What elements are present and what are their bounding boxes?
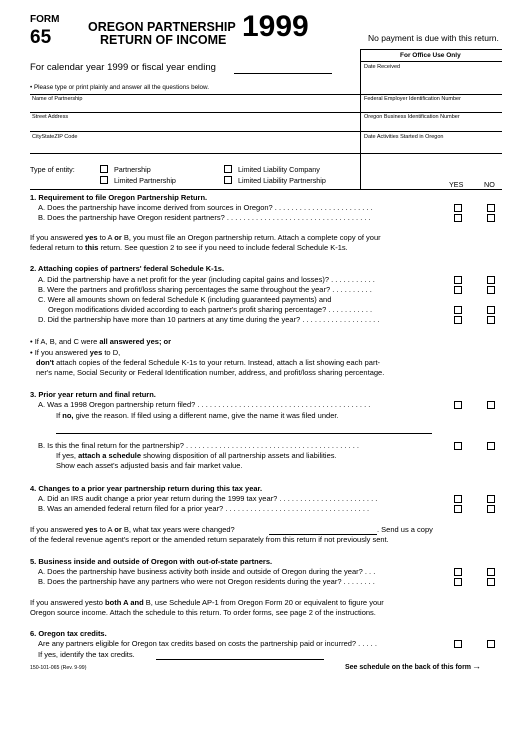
q2b-no-checkbox[interactable] — [487, 286, 495, 294]
form-title-line2: RETURN OF INCOME — [100, 33, 227, 47]
q2b-text: B. Were the partners and profit/loss sharing percentages the same throughout the year? . . . . . . . . . . — [38, 285, 372, 294]
q1-title: 1. Requirement to file Oregon Partnership Return. — [30, 193, 208, 202]
llp-label: Limited Liability Partnership — [238, 176, 326, 185]
q3a-yes-checkbox[interactable] — [454, 401, 462, 409]
q4b-no-checkbox[interactable] — [487, 505, 495, 513]
q5b-no-checkbox[interactable] — [487, 578, 495, 586]
q3b-text: B. Is this the final return for the partnership? . . . . . . . . . . . . . . . . . . . . . . . . . . . . . . . . . . . . . . . . . . — [38, 441, 359, 450]
q2a-text: A. Did the partnership have a net profit for the year (including capital gains and losses)? . . . . . . . . . . . — [38, 275, 375, 284]
q2-bullet2: • If you answered yes to D, — [30, 348, 121, 357]
q1a-text: A. Does the partnership have income derived from sources in Oregon? . . . . . . . . . . . . . . . . . . . . . . . . — [38, 203, 373, 212]
q3b-yes-checkbox[interactable] — [454, 442, 462, 450]
q2c-yes-checkbox[interactable] — [454, 306, 462, 314]
instruction-text: • Please type or print plainly and answer all the questions below. — [30, 84, 209, 91]
fiscal-year-input[interactable] — [234, 73, 332, 74]
llc-checkbox[interactable] — [224, 165, 232, 173]
q2-dont-line2: ner's name, Social Security or Federal Identification number, address, and profit/loss sharing percentage. — [36, 368, 385, 377]
form-year: 1999 — [242, 10, 309, 43]
q4b-text: B. Was an amended federal return filed for a prior year? . . . . . . . . . . . . . . . . . . . . . . . . . . . . . . . . . . . — [38, 504, 370, 513]
q4-title: 4. Changes to a prior year partnership return during this tax year. — [30, 484, 263, 493]
partnership-label: Partnership — [114, 165, 151, 174]
q2c-text-line2: Oregon modifications divided according to each partner's profit sharing percentage? . . . . . . . . . . . — [48, 305, 373, 314]
no-column-header: NO — [484, 180, 495, 189]
no-payment-note: No payment is due with this return. — [368, 33, 499, 43]
arrow-right-icon: → — [472, 661, 482, 671]
q6-credits-input[interactable] — [156, 659, 324, 660]
q4-note-line1-right: . Send us a copy — [377, 525, 433, 534]
form-label: FORM — [30, 14, 60, 25]
q2a-yes-checkbox[interactable] — [454, 276, 462, 284]
date-received-label: Date Received — [364, 64, 401, 70]
q1b-no-checkbox[interactable] — [487, 214, 495, 222]
q1b-yes-checkbox[interactable] — [454, 214, 462, 222]
q4a-no-checkbox[interactable] — [487, 495, 495, 503]
q5b-yes-checkbox[interactable] — [454, 578, 462, 586]
calendar-year-label: For calendar year 1999 or fiscal year ending — [30, 62, 216, 73]
limited-partnership-checkbox[interactable] — [100, 176, 108, 184]
q2d-no-checkbox[interactable] — [487, 316, 495, 324]
llc-label: Limited Liability Company — [238, 165, 320, 174]
q4a-yes-checkbox[interactable] — [454, 495, 462, 503]
q2b-yes-checkbox[interactable] — [454, 286, 462, 294]
llp-checkbox[interactable] — [224, 176, 232, 184]
q3a-text: A. Was a 1998 Oregon partnership return filed? . . . . . . . . . . . . . . . . . . . . . . . . . . . . . . . . . . . . . . . . . . — [38, 400, 371, 409]
q5a-text: A. Does the partnership have business activity both inside and outside of Oregon during the year? . . . — [38, 567, 376, 576]
q6-yes-checkbox[interactable] — [454, 640, 462, 648]
q4b-yes-checkbox[interactable] — [454, 505, 462, 513]
q3b-show-text: Show each asset's adjusted basis and fair market value. — [56, 461, 243, 470]
limited-partnership-label: Limited Partnership — [114, 176, 176, 185]
q2-bullet1: • If A, B, and C were all answered yes; or — [30, 337, 172, 346]
obin-label: Oregon Business Identification Number — [364, 114, 460, 120]
q1-note-line2: federal return to this return. See question 2 to see if you need to include federal Schedule K-1s. — [30, 243, 348, 252]
city-state-zip-label: CityStateZIP Code — [32, 134, 78, 140]
office-use-label: For Office Use Only — [400, 52, 461, 59]
q3a-if-no-text: If no, give the reason. If filed using a different name, give the name it was filed under. — [56, 411, 339, 420]
q3a-no-checkbox[interactable] — [487, 401, 495, 409]
q2c-no-checkbox[interactable] — [487, 306, 495, 314]
form-code: 150-101-065 (Rev. 9-99) — [30, 665, 87, 671]
q2-dont-line1: don't attach copies of the federal Schedule K-1s to your return. Instead, attach a list showing each part- — [36, 358, 381, 367]
form-title-line1: OREGON PARTNERSHIP — [88, 20, 236, 34]
q5-note-line2: Oregon source income. Attach the schedule to this return. To order forms, see page 2 of the instructions. — [30, 608, 376, 617]
q4a-text: A. Did an IRS audit change a prior year return during the 1999 tax year? . . . . . . . . . . . . . . . . . . . . . . . . — [38, 494, 378, 503]
q6-text: Are any partners eligible for Oregon tax credits based on costs the partnership paid or incurred? . . . . . — [38, 639, 377, 648]
q5a-no-checkbox[interactable] — [487, 568, 495, 576]
q2d-text: D. Did the partnership have more than 10 partners at any time during the year? . . . . . . . . . . . . . . . . . . . — [38, 315, 380, 324]
q1b-text: B. Does the partnership have Oregon resident partners? . . . . . . . . . . . . . . . . . . . . . . . . . . . . . . . . . . . — [38, 213, 371, 222]
street-address-label: Street Address — [32, 114, 69, 120]
partnership-checkbox[interactable] — [100, 165, 108, 173]
q5-note-line1: If you answered yesto both A and B, use Schedule AP-1 from Oregon Form 20 or equivalent to figure your — [30, 598, 384, 607]
q6-identify-text: If yes, identify the tax credits. — [38, 650, 135, 659]
q1-note-line1: If you answered yes to A or B, you must file an Oregon partnership return. Attach a complete copy of your — [30, 233, 381, 242]
q3a-reason-input[interactable] — [56, 433, 432, 434]
q1a-no-checkbox[interactable] — [487, 204, 495, 212]
q4-note-line1-left: If you answered yes to A or B, what tax years were changed? — [30, 525, 235, 534]
q1a-yes-checkbox[interactable] — [454, 204, 462, 212]
q3b-if-yes-text: If yes, attach a schedule showing disposition of all partnership assets and liabilities. — [56, 451, 337, 460]
q5-title: 5. Business inside and outside of Oregon with out-of-state partners. — [30, 557, 273, 566]
q3-title: 3. Prior year return and final return. — [30, 390, 156, 399]
yes-column-header: YES — [449, 180, 464, 189]
q2a-no-checkbox[interactable] — [487, 276, 495, 284]
q2-title: 2. Attaching copies of partners' federal Schedule K-1s. — [30, 264, 225, 273]
q2c-text-line1: C. Were all amounts shown on federal Schedule K (including guaranteed payments) and — [38, 295, 332, 304]
date-activities-label: Date Activities Started in Oregon — [364, 134, 444, 140]
q6-title: 6. Oregon tax credits. — [30, 629, 107, 638]
fein-label: Federal Employer Identification Number — [364, 96, 461, 102]
entity-type-label: Type of entity: — [30, 165, 75, 174]
q5b-text: B. Does the partnership have any partners who were not Oregon residents during the year? . . . . . . . . — [38, 577, 375, 586]
q3b-no-checkbox[interactable] — [487, 442, 495, 450]
partnership-name-label: Name of Partnership — [32, 96, 83, 102]
see-back-note: See schedule on the back of this form→ — [345, 661, 482, 671]
q2d-yes-checkbox[interactable] — [454, 316, 462, 324]
q4-note-line2: of the federal revenue agent's report or the amended return separately from this return if not previously sent. — [30, 535, 389, 544]
form-number: 65 — [30, 27, 52, 48]
q6-no-checkbox[interactable] — [487, 640, 495, 648]
q5a-yes-checkbox[interactable] — [454, 568, 462, 576]
